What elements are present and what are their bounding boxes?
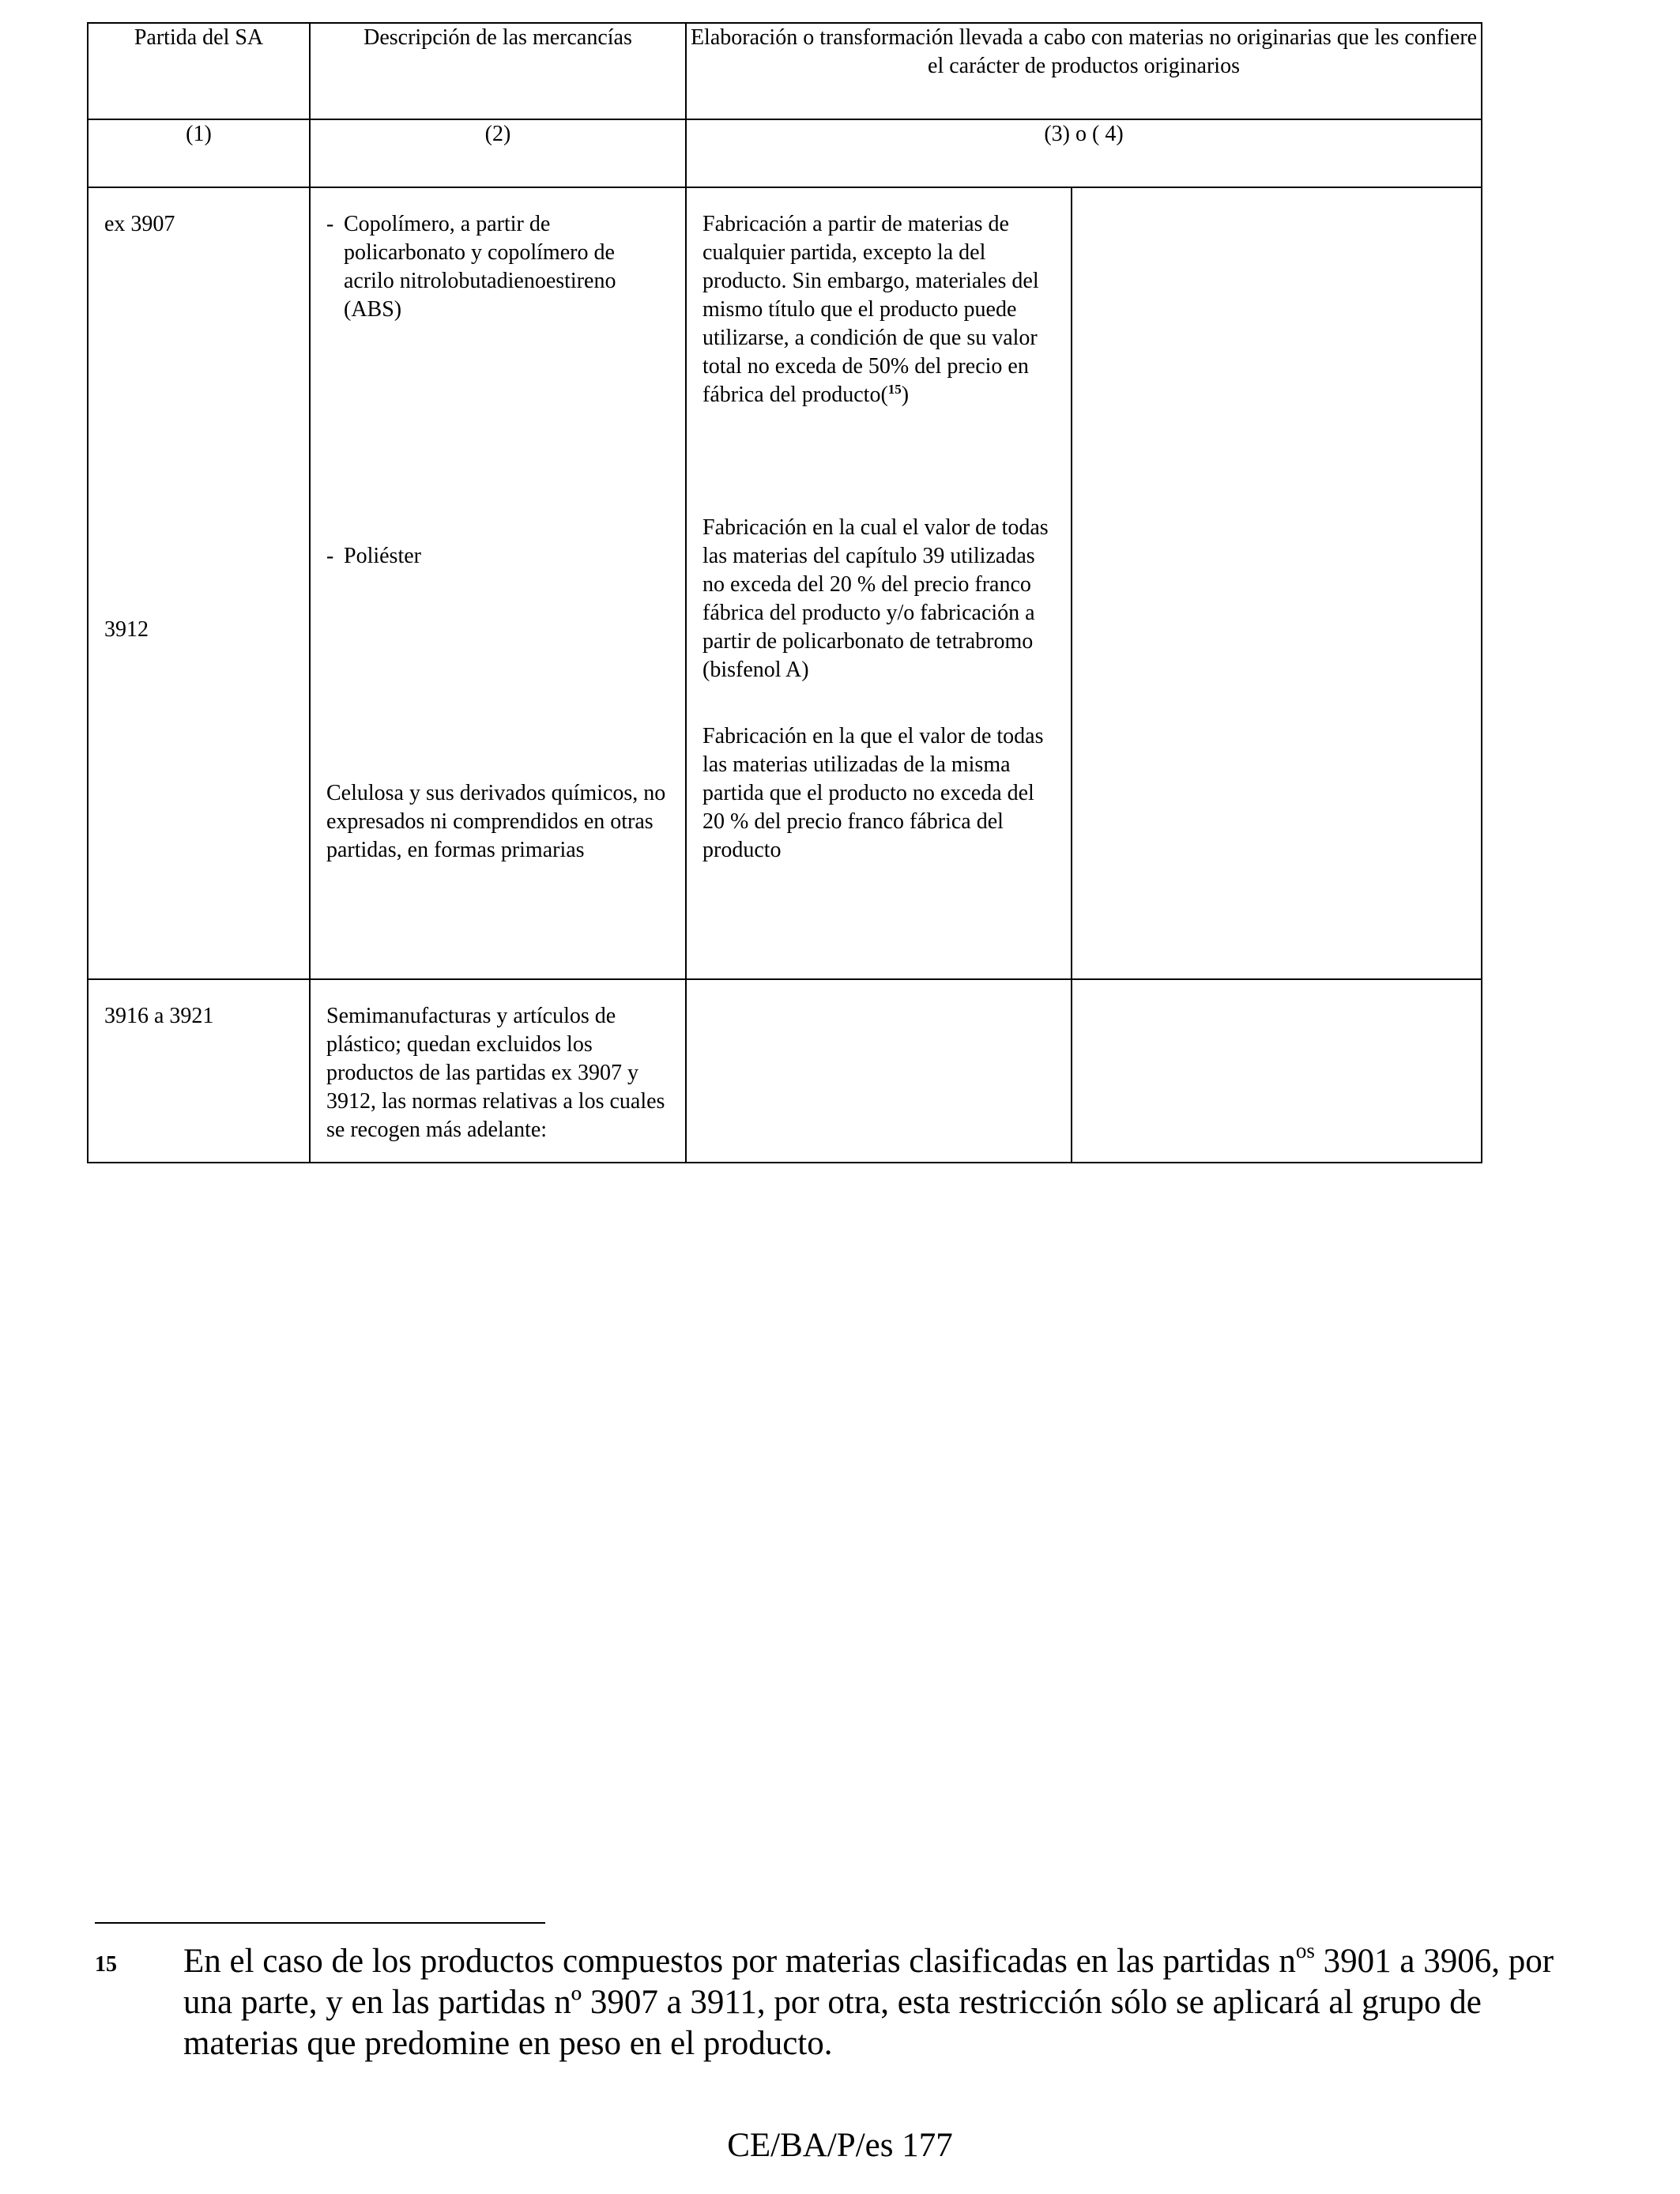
dash-bullet: - <box>326 212 334 236</box>
footnote-separator <box>95 1922 545 1924</box>
column-number-3-4: (3) o ( 4) <box>686 119 1482 187</box>
rule-cell <box>686 187 1072 979</box>
code-3912: 3912 <box>104 617 149 642</box>
code-cell <box>88 979 310 1163</box>
dash-bullet: - <box>326 544 334 568</box>
table-row <box>88 979 1482 1163</box>
description-poliester: Poliéster <box>344 544 421 568</box>
header-elaboracion: Elaboración o transformación llevada a cabo con materias no originarias que les confiere el carácter de productos originarios <box>686 23 1482 119</box>
footnote <box>95 1941 1596 2064</box>
empty-cell <box>1072 979 1482 1163</box>
header-partida: Partida del SA <box>88 23 310 119</box>
code-cell <box>88 187 310 979</box>
column-number-2: (2) <box>310 119 686 187</box>
list-item <box>326 210 669 324</box>
description-celulosa: Celulosa y sus derivados químicos, no expresados ni comprendidos en otras partidas, en formas primarias <box>326 781 666 862</box>
header-descripcion: Descripción de las mercancías <box>310 23 686 119</box>
empty-cell <box>1072 187 1482 979</box>
footnote-text: En el caso de los productos compuestos por materias clasificadas en las partidas $n^{os}$ 3901 a 3906, por una parte, y en las partidas nº 3907 a 3911, por otra, esta restricción sólo se aplicará al grupo de materias que predomine en peso en el producto. <box>183 1939 1554 2062</box>
table-row <box>88 187 1482 979</box>
code-ex3907: ex 3907 <box>104 212 175 236</box>
page-number: CE/BA/P/es 177 <box>727 2127 953 2164</box>
rules-table <box>87 22 1482 1163</box>
rule-copolimero: Fabricación a partir de materias de cualquier partida, excepto la del producto. Sin embargo, materiales del mismo título que el producto puede utilizarse, a condición de que su valor total no exceda de 50% del precio en fábrica del producto($^{15}$) <box>703 212 1039 407</box>
rule-celulosa: Fabricación en la que el valor de todas las materias utilizadas de la misma partida que el producto no exceda del 20 % del precio franco fábrica del producto <box>703 724 1044 862</box>
footnote-ref: 15 <box>887 382 902 397</box>
rule-poliester: Fabricación en la cual el valor de todas las materias del capítulo 39 utilizadas no exceda del 20 % del precio franco fábrica del producto y/o fabricación a partir de policarbonato de tetrabromo (bisfenol A) <box>703 515 1049 682</box>
rule-cell <box>686 979 1072 1163</box>
code-3916: 3916 a 3921 <box>104 1004 214 1028</box>
description-copolimero: Copolímero, a partir de policarbonato y copolímero de acrilo nitrolobutadienoestireno (ABS) <box>344 212 616 322</box>
rule-3916 <box>687 980 1071 1002</box>
description-cell <box>310 979 686 1163</box>
column-number-1: (1) <box>88 119 310 187</box>
list-item <box>326 542 669 571</box>
description-cell <box>310 187 686 979</box>
header-row <box>88 23 1482 119</box>
footnote-mark: 15 <box>95 1952 117 1977</box>
description-semimanufacturas: Semimanufacturas y artículos de plástico; quedan excluidos los productos de las partidas ex 3907 y 3912, las normas relativas a los cuales se recogen más adelante: <box>326 1004 665 1142</box>
column-number-row <box>88 119 1482 187</box>
